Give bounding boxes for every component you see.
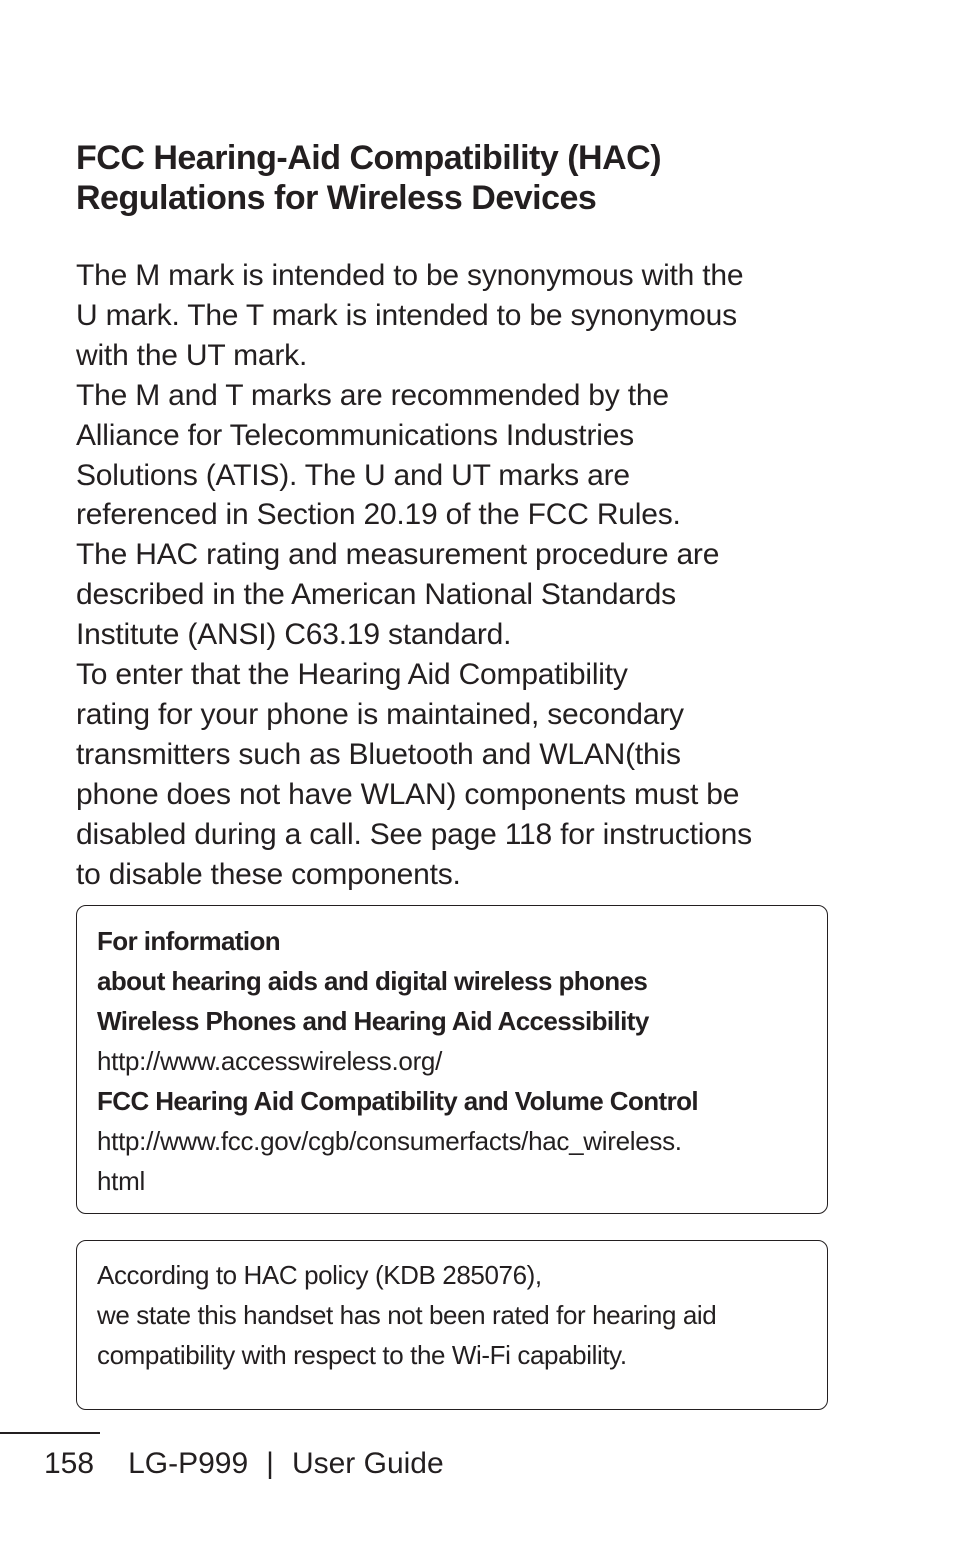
fcc-url-line-1: http://www.fcc.gov/cgb/consumerfacts/hac_wireless. <box>97 1126 682 1156</box>
body-line: Institute (ANSI) C63.19 standard. <box>76 618 512 652</box>
page-title <box>76 138 876 218</box>
body-paragraphs <box>76 256 896 895</box>
body-line: transmitters such as Bluetooth and WLAN(this <box>76 737 681 771</box>
body-line: The M and T marks are recommended by the <box>76 378 669 412</box>
hac-policy-box <box>76 1240 828 1410</box>
guide-label: User Guide <box>291 1447 444 1480</box>
footer-separator: | <box>266 1447 274 1480</box>
accesswireless-url: http://www.accesswireless.org/ <box>97 1046 443 1076</box>
body-line: phone does not have WLAN) components must be <box>76 777 740 811</box>
policy-line: compatibility with respect to the Wi-Fi capability. <box>97 1340 627 1370</box>
page-title-line-2: Regulations for Wireless Devices <box>76 179 597 217</box>
page-footer <box>44 1444 444 1484</box>
body-line: U mark. The T mark is intended to be synonymous <box>76 298 737 332</box>
body-line: with the UT mark. <box>76 338 308 372</box>
body-line: To enter that the Hearing Aid Compatibility <box>76 658 628 692</box>
fcc-link-title: FCC Hearing Aid Compatibility and Volume Control <box>97 1086 698 1116</box>
footer-divider <box>0 1432 100 1434</box>
policy-line: According to HAC policy (KDB 285076), <box>97 1260 542 1290</box>
info-box <box>76 905 828 1214</box>
page-title-line-1: FCC Hearing-Aid Compatibility (HAC) <box>76 139 662 177</box>
fcc-url-line-2: html <box>97 1166 145 1196</box>
info-subheading: about hearing aids and digital wireless phones <box>97 966 648 996</box>
body-line: referenced in Section 20.19 of the FCC Rules. <box>76 498 681 532</box>
model-name: LG-P999 <box>128 1447 249 1480</box>
body-line: The HAC rating and measurement procedure are <box>76 538 720 572</box>
body-line: rating for your phone is maintained, secondary <box>76 697 684 731</box>
body-line: Solutions (ATIS). The U and UT marks are <box>76 458 630 492</box>
policy-line: we state this handset has not been rated for hearing aid <box>97 1300 717 1330</box>
page-number: 158 <box>44 1447 95 1480</box>
body-line: disabled during a call. See page 118 for instructions <box>76 817 752 851</box>
accessibility-link-title: Wireless Phones and Hearing Aid Accessibility <box>97 1006 649 1036</box>
body-line: described in the American National Standards <box>76 578 676 612</box>
info-heading: For information <box>97 926 281 956</box>
body-line: to disable these components. <box>76 857 461 891</box>
body-line: Alliance for Telecommunications Industries <box>76 418 634 452</box>
body-line: The M mark is intended to be synonymous with the <box>76 259 744 292</box>
